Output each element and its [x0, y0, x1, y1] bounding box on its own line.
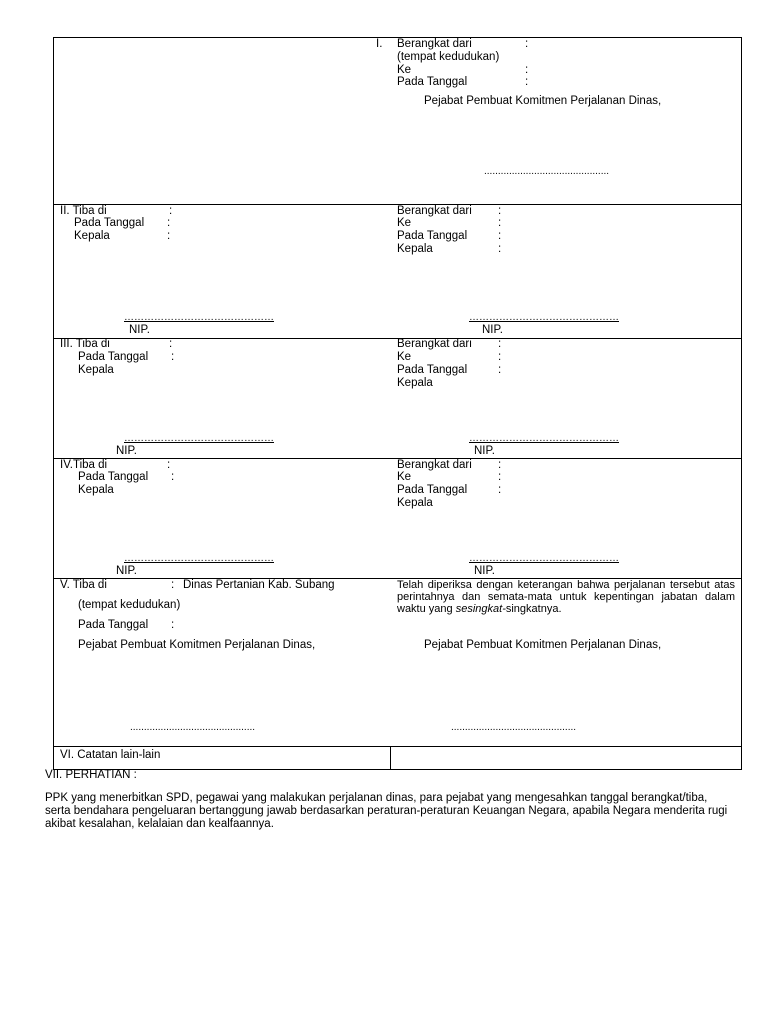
- sec1-colon: :: [525, 38, 529, 50]
- sec4-kepala-label: Kepala: [78, 484, 114, 496]
- sec4-ke-label: Ke: [397, 471, 412, 483]
- sec3-kepala-label-right: Kepala: [397, 377, 433, 389]
- sec2-colon: :: [498, 230, 502, 242]
- sec5-statement: Telah diperiksa dengan keterangan bahwa perjalanan tersebut atas perintahnya dan semata-mata untuk kepentingan jabatan dalam waktu yang sesingkat-singkatnya.: [397, 579, 735, 615]
- sec5-signature-left: .............................................: [130, 722, 256, 733]
- sec5-statement-end: singkatnya.: [505, 603, 562, 615]
- sec4-tiba-label: IV.Tiba di: [60, 459, 108, 471]
- sec4-colon: :: [498, 484, 502, 496]
- sec2-tanggal-label: Pada Tanggal: [74, 217, 145, 229]
- sec4-colon: :: [167, 459, 171, 471]
- sec2-colon: :: [167, 230, 171, 242]
- sec7-text: PPK yang menerbitkan SPD, pegawai yang malakukan perjalanan dinas, para pejabat yang mengesahkan tanggal berangkat/tiba, serta bendahara pengeluaran bertanggung jawab berdasarkan peraturan-peraturan Keuangan Negara, apabila Negara menderita rugi akibat kesalahan, kelalaian dan kealfaannya.: [45, 792, 728, 830]
- sec3-tanggal-label: Pada Tanggal: [78, 351, 149, 363]
- sec4-kepala-label-right: Kepala: [397, 497, 433, 509]
- sec5-pejabat-right: Pejabat Pembuat Komitmen Perjalanan Dinas,: [424, 639, 662, 651]
- sec4-signature-left: ………………………………………: [124, 553, 274, 564]
- sec4-berangkat-label: Berangkat dari: [397, 459, 472, 471]
- sec7-title: VII. PERHATIAN :: [45, 769, 137, 781]
- sec1-signature-line: .............................................: [484, 166, 610, 177]
- sec2-ke-label: Ke: [397, 217, 412, 229]
- sec3-colon: :: [169, 338, 173, 350]
- sec5-tanggal-label: Pada Tanggal: [78, 619, 149, 631]
- sec2-colon: :: [498, 205, 502, 217]
- sec3-berangkat-label: Berangkat dari: [397, 338, 472, 350]
- sec4-nip-left: NIP.: [116, 565, 137, 577]
- sec1-tempat-label: (tempat kedudukan): [397, 51, 500, 63]
- sec3-colon: :: [498, 351, 502, 363]
- sec2-nip-left: NIP.: [129, 324, 150, 336]
- sec5-colon: :: [171, 579, 175, 591]
- sec5-signature-right: .............................................: [451, 722, 577, 733]
- sec4-signature-right: ………………………………………: [469, 553, 619, 564]
- sec4-nip-right: NIP.: [474, 565, 495, 577]
- sec3-colon: :: [498, 364, 502, 376]
- sec2-signature-right: ………………………………………: [469, 312, 619, 323]
- sec5-tiba-label: V. Tiba di: [60, 579, 107, 591]
- sec2-nip-right: NIP.: [482, 324, 503, 336]
- sec6-catatan-label: VI. Catatan lain-lain: [60, 749, 161, 761]
- sec4-colon: :: [171, 471, 175, 483]
- sec3-nip-left: NIP.: [116, 445, 137, 457]
- sec2-tiba-label: II. Tiba di: [60, 205, 107, 217]
- sec2-colon: :: [498, 243, 502, 255]
- sec5-tiba-value: Dinas Pertanian Kab. Subang: [183, 579, 335, 591]
- sec2-kepala-label-right: Kepala: [397, 243, 433, 255]
- sec1-number: I.: [376, 38, 383, 50]
- sec2-kepala-label: Kepala: [74, 230, 110, 242]
- sec3-ke-label: Ke: [397, 351, 412, 363]
- sec5-colon: :: [171, 619, 175, 631]
- sec3-tanggal-label-right: Pada Tanggal: [397, 364, 468, 376]
- sec2-colon: :: [167, 217, 171, 229]
- sec4-colon: :: [498, 459, 502, 471]
- sec3-kepala-label: Kepala: [78, 364, 114, 376]
- sec1-colon: :: [525, 76, 529, 88]
- sec5-tempat-label: (tempat kedudukan): [78, 599, 181, 611]
- sec1-colon: :: [525, 64, 529, 76]
- sec5-statement-italic: sesingkat-: [455, 603, 506, 615]
- sec2-colon: :: [498, 217, 502, 229]
- sec5-pejabat-left: Pejabat Pembuat Komitmen Perjalanan Dinas,: [78, 639, 316, 651]
- sec3-signature-left: ………………………………………: [124, 433, 274, 444]
- sec2-colon: :: [169, 205, 173, 217]
- sec1-tanggal-label: Pada Tanggal: [397, 76, 468, 88]
- sec1-ke-label: Ke: [397, 64, 412, 76]
- sec3-colon: :: [498, 338, 502, 350]
- sec2-signature-left: ………………………………………: [124, 312, 274, 323]
- divider-5: [53, 746, 742, 747]
- form-frame: [53, 37, 742, 770]
- sec3-colon: :: [171, 351, 175, 363]
- sec1-berangkat-label: Berangkat dari: [397, 38, 472, 50]
- sec4-tanggal-label: Pada Tanggal: [78, 471, 149, 483]
- sec3-signature-right: ………………………………………: [469, 433, 619, 444]
- sec3-nip-right: NIP.: [474, 445, 495, 457]
- sec2-berangkat-label: Berangkat dari: [397, 205, 472, 217]
- sec4-tanggal-label-right: Pada Tanggal: [397, 484, 468, 496]
- sec3-tiba-label: III. Tiba di: [60, 338, 110, 350]
- sec1-pejabat: Pejabat Pembuat Komitmen Perjalanan Dinas,: [424, 95, 662, 107]
- sec2-tanggal-label-right: Pada Tanggal: [397, 230, 468, 242]
- catatan-divider: [390, 746, 391, 770]
- sec4-colon: :: [498, 471, 502, 483]
